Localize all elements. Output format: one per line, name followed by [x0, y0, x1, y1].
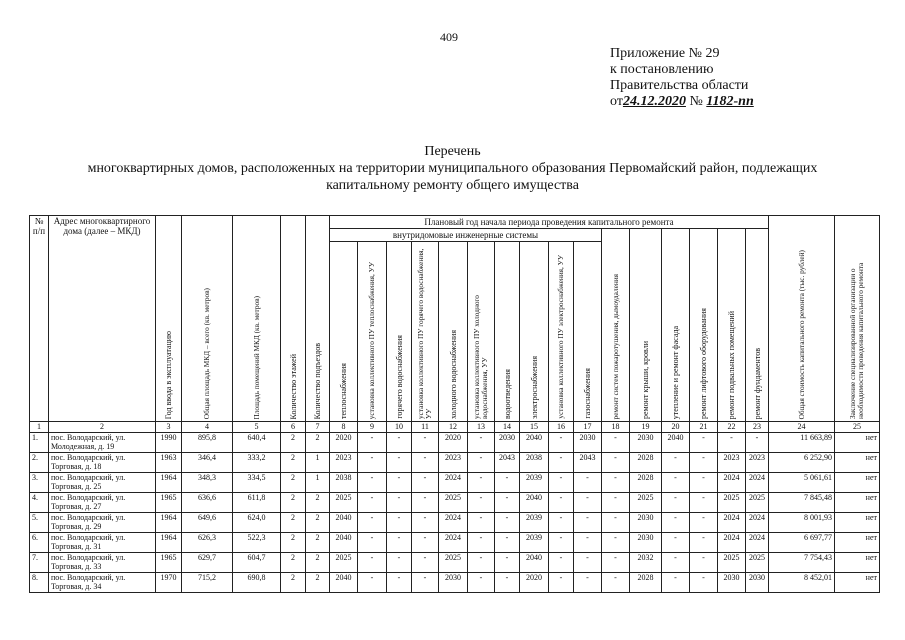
row-cell: - [602, 513, 630, 533]
row-cell: - [387, 513, 412, 533]
row-cell: 2025 [630, 493, 662, 513]
decree-date: 24.12.2020 [622, 94, 686, 109]
row-cell: 2025 [330, 553, 358, 573]
row-cell: - [412, 473, 439, 493]
column-number: 4 [182, 422, 233, 433]
row-conclusion: нет [835, 493, 880, 513]
row-cell: 522,3 [233, 533, 281, 553]
column-number: 6 [281, 422, 306, 433]
row-cell: - [358, 513, 387, 533]
header-meter-hot: установка коллективного ПУ горячего водоснабжения, УУ [416, 248, 433, 419]
column-number: 15 [520, 422, 549, 433]
column-number: 16 [549, 422, 574, 433]
appendix-line-1: Приложение № 29 [610, 46, 720, 61]
row-cell: 2 [281, 513, 306, 533]
houses-table [29, 215, 880, 593]
column-number: 21 [690, 422, 718, 433]
row-cell: - [602, 473, 630, 493]
row-number: 5. [30, 513, 49, 533]
row-cell: - [662, 493, 690, 513]
header-foundation: ремонт фундаментов [752, 347, 762, 419]
row-cell: 2 [306, 533, 330, 553]
row-cell: - [549, 513, 574, 533]
header-electric: электроснабжения [529, 356, 539, 419]
header-entrances: Количество подъездов [313, 342, 322, 419]
row-cell: 2 [306, 433, 330, 453]
row-cell: - [468, 433, 495, 453]
row-cell: - [549, 433, 574, 453]
row-cell: 2040 [330, 513, 358, 533]
table-body [30, 433, 880, 593]
header-area-premises: Площадь помещений МКД (кв. метров) [251, 295, 261, 419]
from-label: от [610, 94, 623, 109]
row-cell: 1990 [156, 433, 182, 453]
row-cell: 2039 [520, 513, 549, 533]
row-cell: - [358, 573, 387, 593]
row-cost: 6 252,90 [769, 453, 835, 473]
row-cell: 690,8 [233, 573, 281, 593]
column-number: 7 [306, 422, 330, 433]
row-cell: 1964 [156, 473, 182, 493]
table-row [30, 533, 880, 553]
column-number: 23 [746, 422, 769, 433]
row-cell: 2025 [718, 493, 746, 513]
column-number: 14 [495, 422, 520, 433]
row-cell: - [602, 533, 630, 553]
row-cost: 11 663,89 [769, 433, 835, 453]
row-cell: - [358, 533, 387, 553]
row-cell: - [549, 533, 574, 553]
row-cell: - [387, 553, 412, 573]
header-plan: Плановый год начала периода проведения капитального ремонта [330, 216, 769, 229]
row-cell: 2023 [718, 453, 746, 473]
row-cell: - [495, 573, 520, 593]
page-number: 409 [440, 30, 458, 44]
row-address: пос. Володарский, ул. Торговая, д. 25 [49, 473, 156, 493]
row-cell: - [387, 573, 412, 593]
row-cell: 2039 [520, 473, 549, 493]
row-cell: - [495, 553, 520, 573]
row-cell: - [574, 533, 602, 553]
row-cell: 1 [306, 473, 330, 493]
row-cell: 1964 [156, 513, 182, 533]
row-cell: - [574, 513, 602, 533]
row-cell: 1970 [156, 573, 182, 593]
row-address: пос. Володарский, ул. Торговая, д. 29 [49, 513, 156, 533]
row-cell: 636,6 [182, 493, 233, 513]
row-cell: 2030 [630, 533, 662, 553]
row-cell: - [358, 473, 387, 493]
document-title [40, 143, 865, 194]
row-cell: 2 [281, 433, 306, 453]
row-address: пос. Володарский, ул. Торговая, д. 27 [49, 493, 156, 513]
number-label: № [689, 94, 703, 109]
row-cell: - [718, 433, 746, 453]
column-number: 11 [412, 422, 439, 433]
row-cost: 6 697,77 [769, 533, 835, 553]
table-row [30, 513, 880, 533]
column-number: 25 [835, 422, 880, 433]
row-conclusion: нет [835, 433, 880, 453]
table-row [30, 473, 880, 493]
appendix-date-line [610, 94, 754, 110]
column-number: 24 [769, 422, 835, 433]
row-cell: 2043 [495, 453, 520, 473]
row-address: пос. Володарский, ул. Торговая, д. 34 [49, 573, 156, 593]
row-cell: - [662, 453, 690, 473]
row-cell: 624,0 [233, 513, 281, 533]
row-cost: 7 754,43 [769, 553, 835, 573]
row-cell: - [358, 553, 387, 573]
row-cell: - [602, 553, 630, 573]
row-cell: 2024 [718, 533, 746, 553]
row-cell: 2024 [439, 533, 468, 553]
row-cell: - [387, 493, 412, 513]
row-cell: 604,7 [233, 553, 281, 573]
row-cell: - [468, 493, 495, 513]
table-row [30, 553, 880, 573]
row-cell: 2 [281, 473, 306, 493]
row-cell: - [690, 573, 718, 593]
column-number: 9 [358, 422, 387, 433]
row-cell: - [574, 573, 602, 593]
row-cell: 2025 [746, 493, 769, 513]
row-cell: 2040 [520, 433, 549, 453]
row-cell: - [468, 573, 495, 593]
header-sewer: водоотведения [502, 369, 512, 419]
title-line-1: Перечень [424, 144, 481, 159]
row-cell: - [358, 453, 387, 473]
row-address: пос. Володарский, ул. Молодежная, д. 19 [49, 433, 156, 453]
row-cell: - [412, 533, 439, 553]
row-number: 3. [30, 473, 49, 493]
column-number: 13 [468, 422, 495, 433]
column-number: 12 [439, 422, 468, 433]
header-floors: Количество этажей [288, 353, 298, 419]
column-numbers-row [30, 422, 880, 433]
row-cell: - [468, 473, 495, 493]
row-cell: 2020 [330, 433, 358, 453]
row-cell: 334,5 [233, 473, 281, 493]
header-meter-cold: установка коллективного ПУ холодного водоснабжения, УУ [472, 295, 489, 419]
row-cell: 2028 [630, 573, 662, 593]
header-facade: утепление и ремонт фасада [671, 325, 680, 419]
row-cell: - [358, 433, 387, 453]
row-cell: 2030 [746, 573, 769, 593]
row-cell: 2039 [520, 533, 549, 553]
row-cell: 649,6 [182, 513, 233, 533]
header-heating: теплоснабжения [339, 363, 348, 419]
row-cell: 2 [306, 573, 330, 593]
appendix-line-3: Правительства области [610, 78, 749, 93]
column-number: 3 [156, 422, 182, 433]
row-conclusion: нет [835, 573, 880, 593]
row-cost: 8 001,93 [769, 513, 835, 533]
row-cell: - [690, 433, 718, 453]
row-cell: - [387, 453, 412, 473]
header-gas: газоснабжения [583, 368, 592, 419]
row-cell: 2030 [630, 513, 662, 533]
row-cell: - [662, 573, 690, 593]
row-number: 4. [30, 493, 49, 513]
row-cell: 1965 [156, 493, 182, 513]
column-number: 22 [718, 422, 746, 433]
row-conclusion: нет [835, 453, 880, 473]
row-cell: 2023 [330, 453, 358, 473]
row-conclusion: нет [835, 533, 880, 553]
row-cell: 640,4 [233, 433, 281, 453]
row-cell: - [602, 573, 630, 593]
header-year: Год ввода в эксплуатацию [164, 330, 173, 419]
row-cell: - [549, 493, 574, 513]
row-cell: - [574, 473, 602, 493]
row-cell: 2030 [630, 433, 662, 453]
row-cell: - [495, 533, 520, 553]
header-cost: Общая стоимость капитального ремонта (тыс. рублей) [796, 249, 806, 419]
row-address: пос. Володарский, ул. Торговая, д. 18 [49, 453, 156, 473]
row-cell: 1964 [156, 533, 182, 553]
row-cell: 715,2 [182, 573, 233, 593]
row-cell: 2040 [520, 493, 549, 513]
appendix-block [610, 46, 754, 110]
row-cell: 895,8 [182, 433, 233, 453]
row-cell: 2023 [746, 453, 769, 473]
header-fire: ремонт систем пожаротушения, дымоудаления [610, 273, 620, 419]
row-cell: - [412, 553, 439, 573]
column-number: 1 [30, 422, 49, 433]
row-cell: 2024 [439, 473, 468, 493]
row-cell: 2040 [662, 433, 690, 453]
row-cell: - [468, 513, 495, 533]
row-conclusion: нет [835, 513, 880, 533]
row-cell: 629,7 [182, 553, 233, 573]
row-cell: 2 [281, 453, 306, 473]
row-cell: - [468, 533, 495, 553]
row-cell: 1965 [156, 553, 182, 573]
row-cell: 2040 [330, 533, 358, 553]
row-address: пос. Володарский, ул. Торговая, д. 31 [49, 533, 156, 553]
row-cell: 2 [306, 553, 330, 573]
row-cell: - [602, 453, 630, 473]
row-cell: - [412, 433, 439, 453]
row-cell: - [662, 553, 690, 573]
row-cell: - [690, 553, 718, 573]
header-internal-systems: внутридомовые инженерные системы [330, 229, 602, 242]
row-cell: 2024 [718, 473, 746, 493]
row-cell: 2030 [439, 573, 468, 593]
row-cell: 2024 [746, 533, 769, 553]
row-cell: 2043 [574, 453, 602, 473]
row-cell: - [549, 573, 574, 593]
row-number: 2. [30, 453, 49, 473]
row-cell: - [662, 473, 690, 493]
header-address: Адрес многоквартирного дома (далее – МКД) [49, 216, 156, 422]
row-cell: 2028 [630, 453, 662, 473]
row-cell: - [746, 433, 769, 453]
row-cell: - [574, 493, 602, 513]
header-meter-elec: установка коллективного ПУ электроснабжения, УУ [556, 255, 565, 419]
row-cost: 7 845,48 [769, 493, 835, 513]
table-row [30, 493, 880, 513]
row-cell: 2023 [439, 453, 468, 473]
header-roof: ремонт крыши, кровли [641, 341, 650, 419]
row-cell: 2025 [746, 553, 769, 573]
row-cell: - [495, 473, 520, 493]
row-cost: 5 061,61 [769, 473, 835, 493]
row-cell: - [574, 553, 602, 573]
row-cost: 8 452,01 [769, 573, 835, 593]
row-number: 8. [30, 573, 49, 593]
row-cell: 2 [281, 553, 306, 573]
column-number: 10 [387, 422, 412, 433]
row-address: пос. Володарский, ул. Торговая, д. 33 [49, 553, 156, 573]
table-row [30, 433, 880, 453]
row-cell: - [690, 473, 718, 493]
row-cell: - [387, 533, 412, 553]
row-cell: - [549, 473, 574, 493]
header-cold-water: холодного водоснабжения [448, 329, 458, 419]
row-cell: 2030 [718, 573, 746, 593]
row-cell: 2024 [746, 513, 769, 533]
header-conclusion: Заключение специализированной организации о необходимости проведения капитального ремонта [848, 262, 865, 419]
row-cell: 2024 [439, 513, 468, 533]
column-number: 2 [49, 422, 156, 433]
row-cell: 2040 [520, 553, 549, 573]
table-row [30, 573, 880, 593]
row-cell: - [549, 553, 574, 573]
row-cell: 611,8 [233, 493, 281, 513]
row-cell: 2032 [630, 553, 662, 573]
row-cell: 2 [306, 513, 330, 533]
row-conclusion: нет [835, 473, 880, 493]
row-cell: - [387, 473, 412, 493]
row-number: 7. [30, 553, 49, 573]
row-cell: - [412, 493, 439, 513]
row-cell: 2 [281, 573, 306, 593]
row-number: 1. [30, 433, 49, 453]
row-cell: - [602, 493, 630, 513]
row-cell: 2020 [520, 573, 549, 593]
row-cell: 2024 [746, 473, 769, 493]
title-line-2: многоквартирных домов, расположенных на территории муниципального образования Первомайский район, подлежащих [87, 161, 818, 176]
header-hot-water: горячего водоснабжения [394, 335, 404, 419]
row-cell: 2 [306, 493, 330, 513]
row-number: 6. [30, 533, 49, 553]
row-cell: - [495, 513, 520, 533]
row-cell: 2030 [574, 433, 602, 453]
row-cell: 2025 [718, 553, 746, 573]
column-number: 8 [330, 422, 358, 433]
row-cell: - [468, 553, 495, 573]
header-lift: ремонт лифтового оборудования [699, 307, 708, 419]
column-number: 18 [602, 422, 630, 433]
row-cell: - [662, 513, 690, 533]
column-number: 20 [662, 422, 690, 433]
row-cell: - [690, 453, 718, 473]
row-cell: 2038 [520, 453, 549, 473]
row-cell: 2030 [495, 433, 520, 453]
row-cell: 2 [281, 533, 306, 553]
header-area-total: Общая площадь МКД – всего (кв. метров) [202, 287, 211, 419]
table-row [30, 453, 880, 473]
row-cell: 2025 [439, 553, 468, 573]
row-cell: - [358, 493, 387, 513]
row-cell: 2038 [330, 473, 358, 493]
column-number: 5 [233, 422, 281, 433]
row-cell: 346,4 [182, 453, 233, 473]
header-meter-heat: установка коллективного ПУ теплоснабжения, УУ [367, 261, 376, 419]
row-cell: 2028 [630, 473, 662, 493]
row-cell: 2025 [330, 493, 358, 513]
header-basement: ремонт подвальных помещений [727, 310, 736, 419]
column-number: 17 [574, 422, 602, 433]
row-cell: - [412, 573, 439, 593]
row-conclusion: нет [835, 553, 880, 573]
row-cell: - [690, 513, 718, 533]
row-cell: 1963 [156, 453, 182, 473]
row-cell: 1 [306, 453, 330, 473]
row-cell: - [387, 433, 412, 453]
row-cell: - [602, 433, 630, 453]
appendix-line-2: к постановлению [610, 62, 714, 77]
header-number: № п/п [30, 216, 49, 422]
row-cell: 2025 [439, 493, 468, 513]
row-cell: - [662, 533, 690, 553]
row-cell: - [690, 533, 718, 553]
row-cell: - [549, 453, 574, 473]
row-cell: 2 [281, 493, 306, 513]
row-cell: - [495, 493, 520, 513]
row-cell: - [690, 493, 718, 513]
row-cell: 2040 [330, 573, 358, 593]
title-line-3: капитальному ремонту общего имущества [326, 178, 579, 193]
row-cell: - [468, 453, 495, 473]
row-cell: - [412, 513, 439, 533]
column-number: 19 [630, 422, 662, 433]
row-cell: - [412, 453, 439, 473]
row-cell: 2024 [718, 513, 746, 533]
decree-number: 1182-пп [706, 94, 754, 109]
row-cell: 348,3 [182, 473, 233, 493]
row-cell: 626,3 [182, 533, 233, 553]
row-cell: 2020 [439, 433, 468, 453]
row-cell: 333,2 [233, 453, 281, 473]
